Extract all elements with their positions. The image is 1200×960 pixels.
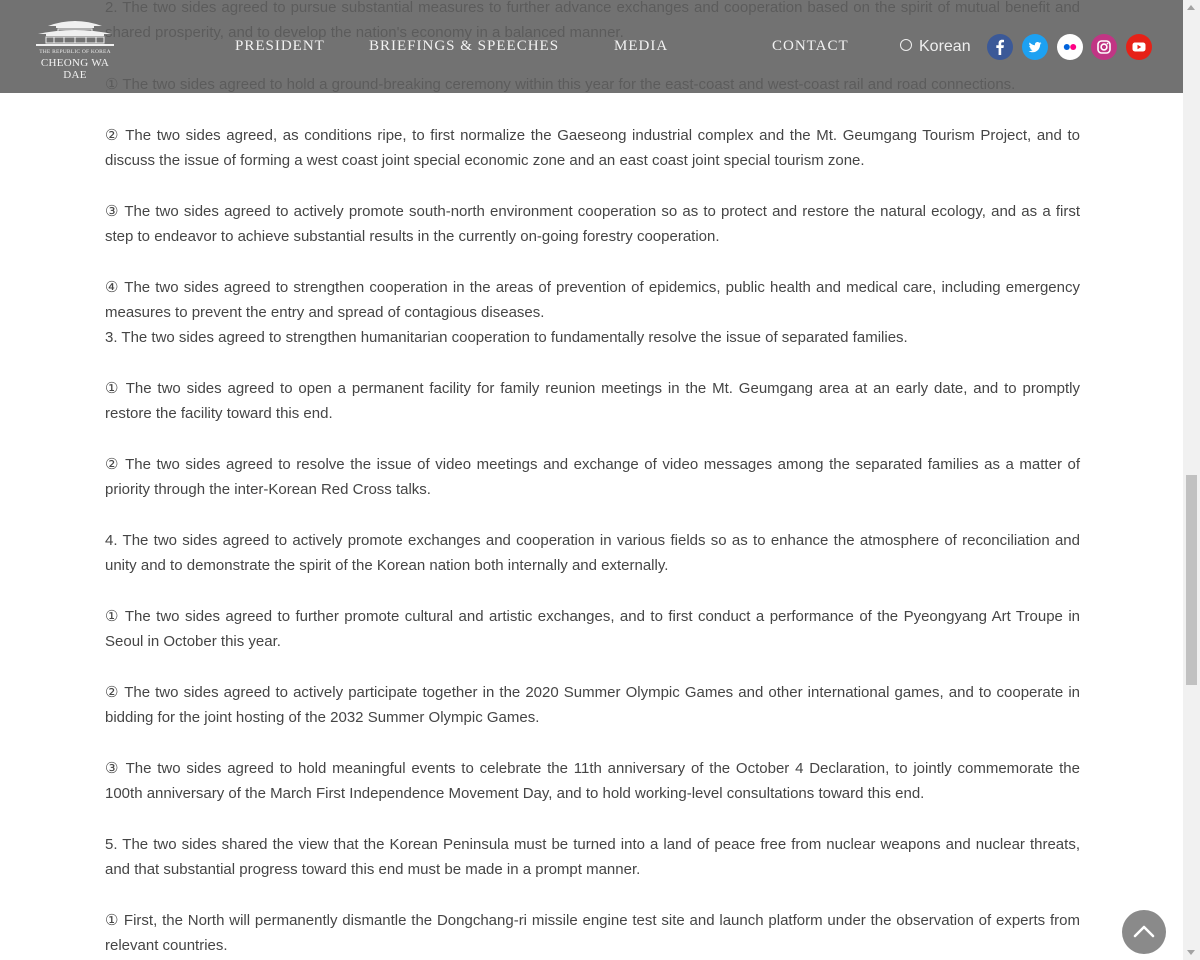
nav-media[interactable]: MEDIA bbox=[614, 38, 669, 54]
paragraph-4-3: ③ The two sides agreed to hold meaningful events to celebrate the 11th anniversary of the October 4 Declaration, to jointly commemorate the 100th anniversary of the March First Independence Movement Day, and to hold working-level consultations toward this end. bbox=[105, 760, 1080, 802]
paragraph-3: 3. The two sides agreed to strengthen humanitarian cooperation to fundamentally resolve the issue of separated families. bbox=[105, 329, 908, 346]
paragraph-3-1: ① The two sides agreed to open a permanent facility for family reunion meetings in the Mt. Geumgang area at an early date, and to promptly restore the facility toward this end. bbox=[105, 380, 1080, 422]
facebook-icon[interactable] bbox=[987, 34, 1013, 60]
instagram-icon[interactable] bbox=[1091, 34, 1117, 60]
paragraph-2-3: ③ The two sides agreed to actively promote south-north environment cooperation so as to protect and restore the natural ecology, and as a first step to endeavor to achieve substantial results in the currently on-going forestry cooperation. bbox=[105, 203, 1080, 245]
twitter-icon[interactable] bbox=[1022, 34, 1048, 60]
paragraph-4-1: ① The two sides agreed to further promote cultural and artistic exchanges, and to first conduct a performance of the Pyeongyang Art Troupe in Seoul in October this year. bbox=[105, 608, 1080, 650]
cheong-wa-dae-building-icon bbox=[34, 18, 116, 48]
language-label: Korean bbox=[919, 38, 971, 55]
paragraph-2-2: ② The two sides agreed, as conditions ripe, to first normalize the Gaeseong industrial complex and the Mt. Geumgang Tourism Project, and to discuss the issue of forming a west coast joint special economic zone and an east coast joint special tourism zone. bbox=[105, 127, 1080, 169]
back-to-top-button[interactable] bbox=[1122, 910, 1166, 954]
paragraph-4: 4. The two sides agreed to actively promote exchanges and cooperation in various fields so as to enhance the atmosphere of reconciliation and unity and to demonstrate the spirit of the Korean nation both internally and externally. bbox=[105, 532, 1080, 574]
flickr-icon[interactable] bbox=[1057, 34, 1083, 60]
scrollbar-thumb[interactable] bbox=[1186, 475, 1197, 685]
site-logo[interactable] bbox=[34, 18, 116, 81]
youtube-icon[interactable] bbox=[1126, 34, 1152, 60]
nav-president[interactable]: PRESIDENT bbox=[235, 38, 325, 54]
paragraph-4-2: ② The two sides agreed to actively participate together in the 2020 Summer Olympic Games and other international games, and to cooperate in bidding for the joint hosting of the 2032 Summer Olympic Games. bbox=[105, 684, 1080, 726]
logo-subtitle: THE REPUBLIC OF KOREA bbox=[39, 49, 111, 55]
vertical-scrollbar[interactable] bbox=[1183, 0, 1200, 960]
paragraph-3-2: ② The two sides agreed to resolve the issue of video meetings and exchange of video messages among the separated families as a matter of priority through the inter-Korean Red Cross talks. bbox=[105, 456, 1080, 498]
nav-briefings-speeches[interactable]: BRIEFINGS & SPEECHES bbox=[369, 38, 560, 54]
paragraph-5-1: ① First, the North will permanently dismantle the Dongchang-ri missile engine test site and launch platform under the observation of experts from relevant countries. bbox=[105, 912, 1080, 954]
paragraph-2-4: ④ The two sides agreed to strengthen cooperation in the areas of prevention of epidemics, public health and medical care, including emergency measures to prevent the entry and spread of contagious diseases. bbox=[105, 279, 1080, 321]
nav-contact[interactable]: CONTACT bbox=[772, 38, 849, 54]
language-switch[interactable] bbox=[900, 38, 971, 56]
site-header bbox=[0, 0, 1200, 93]
chevron-up-icon bbox=[1122, 910, 1166, 954]
logo-title: CHEONG WA DAE bbox=[40, 57, 110, 81]
globe-icon bbox=[900, 39, 912, 51]
scroll-down-arrow-icon[interactable] bbox=[1187, 950, 1195, 955]
paragraph-5: 5. The two sides shared the view that the Korean Peninsula must be turned into a land of peace free from nuclear weapons and nuclear threats, and that substantial progress toward this end must be made in a prompt manner. bbox=[105, 836, 1080, 878]
scroll-up-arrow-icon[interactable] bbox=[1187, 5, 1195, 10]
